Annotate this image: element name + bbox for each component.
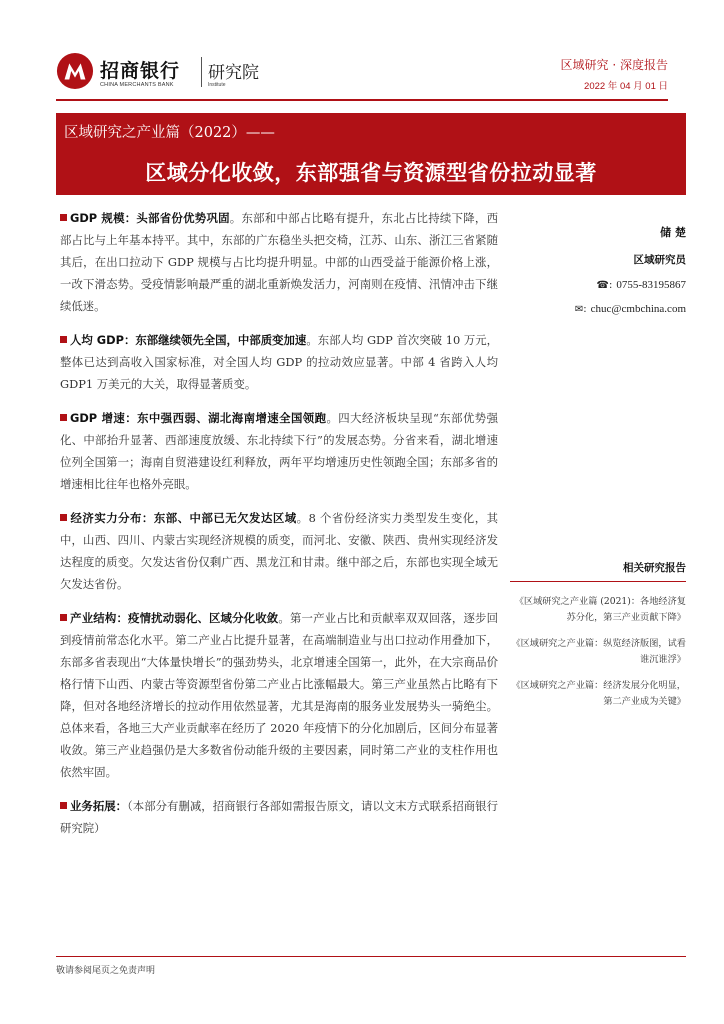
report-header xyxy=(56,50,668,94)
paragraph-text: 。东部和中部占比略有提升，东北占比持续下降，西部占比与上年基本持平。其中，东部的广东稳坐头把交椅，江苏、山东、浙江三省紧随其后，在出口拉动下 GDP 规模与占比均提升明显。中部的山西受益于能源价格上涨，一改下滑态势。受疫情影响最严重的湖北重新焕发活力，河南则在疫情、汛情冲击下继续低迷。 xyxy=(60,211,498,313)
paragraph-text: 。东部人均 GDP 首次突破 10 万元，整体已达到高收入国家标准，对全国人均 GDP 的拉动效应显著。中部 4 省跨入人均 GDP1 万美元的大关，取得显著质变。 xyxy=(60,333,499,391)
report-date: 2022 年 04 月 01 日 xyxy=(584,81,668,92)
bullet-square xyxy=(60,802,67,809)
series-title: 区域研究之产业篇（2022）—— xyxy=(64,125,275,141)
related-report-item[interactable]: 《区域研究之产业篇 (2021)：各地经济复苏分化，第三产业贡献下降》 xyxy=(514,596,686,623)
logo-divider xyxy=(201,57,202,87)
email-address[interactable]: chuc@cmbchina.com xyxy=(590,303,686,315)
header-rule xyxy=(56,99,668,101)
bullet-square xyxy=(60,514,67,521)
summary-paragraph xyxy=(60,407,498,495)
bullet-square xyxy=(60,414,67,421)
institute-name: 研究院 xyxy=(208,63,259,83)
author-name: 储 楚 xyxy=(660,226,686,239)
bullet-square xyxy=(60,336,67,343)
footer-disclaimer: 敬请参阅尾页之免责声明 xyxy=(56,966,156,976)
phone-number: 0755-83195867 xyxy=(616,279,686,291)
related-report-item[interactable]: 《区域研究之产业篇：经济发展分化明显，第二产业成为关键》 xyxy=(511,680,686,707)
institute-english-name: Institute xyxy=(208,82,226,88)
author-email xyxy=(510,303,686,315)
cmb-logo xyxy=(56,52,276,92)
related-reports-title: 相关研究报告 xyxy=(510,560,686,582)
logo-chinese-name: 招商银行 xyxy=(100,60,181,82)
report-type: 区域研究 · 深度报告 xyxy=(560,58,668,72)
paragraph-lead: GDP 规模：头部省份优势巩固 xyxy=(70,211,230,225)
paragraph-text: 。第一产业占比和贡献率双双回落，逐步回到疫情前常态化水平。第二产业占比提升显著，在高端制造业与出口拉动作用叠加下，东部多省表现出“大体量快增长”的强劲势头，北京增速全国第一，此外，在大宗商品价格行情下山西、内蒙古等资源型省份第二产业占比涨幅最大。第三产业虽然占比略有下降，但对各地经济增长的拉动作用依然显著，尤其是海南的服务业发展势头一骑绝尘。总体来看，各地三大产业贡献率在经历了 2020 年疫情下的分化加剧后，区间分布显著收敛。第三产业趋强仍是大多数省份动能升级的主要因素，同时第二产业的支柱作用也依然牢固。 xyxy=(60,611,498,779)
paragraph-lead: 经济实力分布：东部、中部已无欠发达区域 xyxy=(70,511,297,525)
logo-english-name: CHINA MERCHANTS BANK xyxy=(100,82,174,88)
report-title: 区域分化收敛，东部强省与资源型省份拉动显著 xyxy=(145,161,597,185)
author-role: 区域研究员 xyxy=(633,254,686,266)
related-reports xyxy=(510,560,686,710)
summary-paragraph xyxy=(60,329,498,395)
paragraph-lead: 产业结构：疫情扰动弱化、区域分化收敛 xyxy=(70,611,279,625)
paragraph-lead: 人均 GDP：东部继续领先全国，中部质变加速 xyxy=(70,333,307,347)
summary-paragraph xyxy=(60,795,498,839)
paragraph-text: 。四大经济板块呈现“东部优势强化、中部抬升显著、西部速度放缓、东北持续下行”的发展态势。分省来看，湖北增速位列全国第一；海南自贸港建设红利释放，两年平均增速历史性领跑全国；东部多省的增速相比往年也格外亮眼。 xyxy=(60,411,499,491)
mail-icon: ✉: xyxy=(574,304,587,315)
cmb-logo-icon xyxy=(56,52,94,90)
paragraph-lead: GDP 增速：东中强西弱、湖北海南增速全国领跑 xyxy=(70,411,327,425)
paragraph-text: （本部分有删减，招商银行各部如需报告原文，请以文末方式联系招商银行研究院） xyxy=(60,799,498,835)
summary-paragraph xyxy=(60,207,498,317)
footer-rule xyxy=(56,956,686,957)
phone-icon: ☎: xyxy=(596,280,613,291)
related-report-item[interactable]: 《区域研究之产业篇：纵览经济版图，试看谁沉谁浮》 xyxy=(511,638,686,665)
summary-paragraph xyxy=(60,607,498,783)
paragraph-lead: 业务拓展： xyxy=(70,799,128,813)
summary-paragraph xyxy=(60,507,498,595)
bullet-square xyxy=(60,614,67,621)
author-phone xyxy=(510,279,686,291)
bullet-square xyxy=(60,214,67,221)
title-banner xyxy=(56,113,686,195)
author-panel xyxy=(510,212,686,315)
summary-body xyxy=(60,207,498,851)
paragraph-text: 。8 个省份经济实力类型发生变化，其中，山西、四川、内蒙古实现经济规模的质变，而河北、安徽、陕西、贵州实现经济发达程度的质变。欠发达省份仅剩广西、黑龙江和甘肃。继中部之后，东部也实现全域无欠发达省份。 xyxy=(60,511,498,591)
